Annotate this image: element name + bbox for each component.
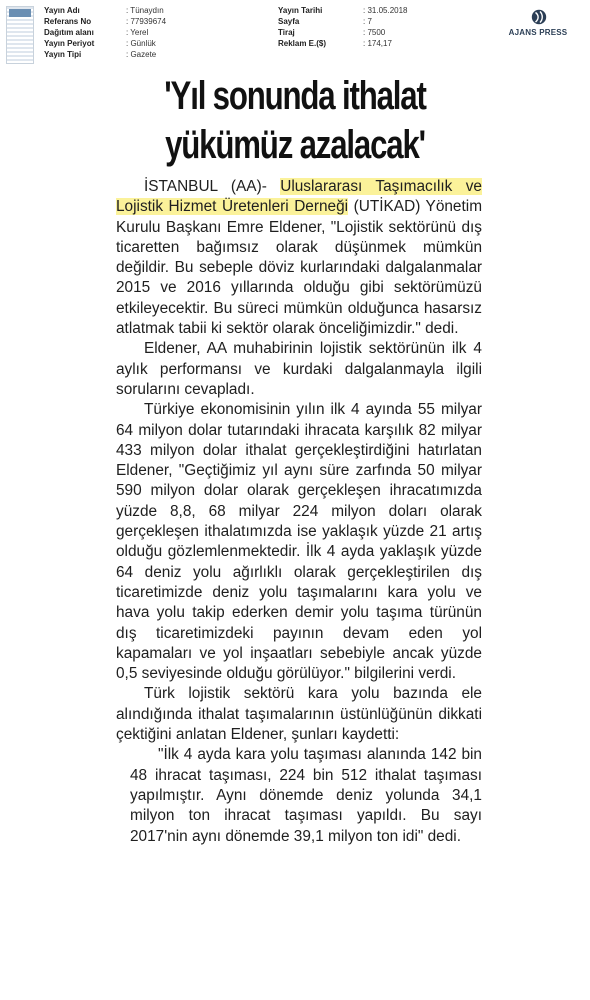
meta-value: : 77939674: [126, 17, 167, 26]
headline-line-2: yükümüz azalacak': [165, 123, 425, 167]
meta-value: : Yerel: [126, 28, 149, 37]
logo-text: AJANS PRESS: [508, 28, 568, 37]
meta-label: Yayın Tipi: [44, 50, 82, 59]
meta-label: Sayfa: [278, 17, 300, 26]
meta-label: Dağıtım alanı: [44, 28, 94, 37]
article-paragraph-5-quote: "İlk 4 ayda kara yolu taşıması alanında 142 bin 48 ihracat taşıması, 224 bin 512 ithalat taşıması yapılmıştır. Aynı dönemde deniz yolunda 34,1 milyon ton ihracat taşıması yapıldı. Bu sayı 2017'nin aynı dönemde 39,1 milyon ton idi" dedi.: [130, 746, 482, 845]
meta-value: : Tünaydın: [126, 6, 164, 15]
meta-value: : Günlük: [126, 39, 156, 48]
meta-value: : 7: [363, 17, 372, 26]
article-paragraph-2: Eldener, AA muhabirinin lojistik sektörünün ilk 4 aylık performansı ve kurdaki dalgalanmayla ilgili sorularını cevapladı.: [116, 340, 482, 398]
meta-row-distribution: [44, 28, 94, 38]
meta-label: Yayın Tarihi: [278, 6, 323, 15]
meta-label: Reklam E.($): [278, 39, 327, 48]
meta-label: Yayın Periyot: [44, 39, 95, 48]
meta-row-page: [278, 17, 299, 27]
meta-value: : 31.05.2018: [363, 6, 408, 15]
article-body: [116, 177, 482, 847]
meta-value-type: [126, 50, 156, 60]
globe-icon: [531, 8, 547, 26]
meta-row-publication: [44, 6, 80, 16]
dateline: İSTANBUL (AA)-: [144, 178, 281, 195]
meta-row-reference: [44, 17, 91, 27]
meta-value-period: [126, 39, 156, 49]
highlighted-organization: Uluslararası Taşımacılık ve Lojistik Hizmet Üretenleri Derneği: [116, 178, 482, 216]
article-paragraph-4: Türk lojistik sektörü kara yolu bazında ele alındığında ithalat taşımalarının üstünlüğünün dikkati çektiğini anlatan Eldener, şunları kaydetti:: [116, 685, 482, 744]
meta-value-distribution: [126, 28, 148, 38]
ajans-press-logo: [498, 6, 578, 42]
meta-label: Yayın Adı: [44, 6, 80, 15]
meta-row-circulation: [278, 28, 295, 38]
meta-value: : 174,17: [363, 39, 392, 48]
meta-row-type: [44, 50, 81, 60]
clipping-metadata: [6, 6, 584, 66]
meta-value-ad-value: [363, 39, 392, 49]
thumbnail-masthead: [9, 9, 31, 17]
meta-value-circulation: [363, 28, 385, 38]
meta-label: Tiraj: [278, 28, 295, 37]
meta-row-period: [44, 39, 94, 49]
headline-line-1: 'Yıl sonunda ithalat: [164, 74, 426, 118]
paragraph-text: (UTİKAD) Yönetim Kurulu Başkanı Emre Eldener, "Lojistik sektörünü dış ticaretten bağımsız olarak düşünmek mümkün değildir. Bu sebeple döviz kurlarındaki dalgalanmalar 2015 ve 2016 yıllarında olduğu gibi sektörümüzü etkileyecektir. Bu süreci mümkün olduğunca hasarsız atlatmak tabii ki sektör olarak önceliğimizdir." dedi.: [116, 198, 483, 338]
meta-value: : 7500: [363, 28, 386, 37]
meta-label: Referans No: [44, 17, 92, 26]
article-paragraph-1: [116, 177, 482, 339]
headline: [147, 72, 443, 170]
meta-value: : Gazete: [126, 50, 157, 59]
meta-value-reference: [126, 17, 166, 27]
meta-row-date: [278, 6, 322, 16]
article-paragraph-3: Türkiye ekonomisinin yılın ilk 4 ayında 55 milyar 64 milyon dolar tutarındaki ihracata karşılık 82 milyar 433 milyon dolar ithalat gerçekleştirdiğini hatırlatan Eldener, "Geçtiğimiz yıl aynı süre zarfında 50 milyar 590 milyon dolar olarak gerçekleşen ihracatımızda yüzde 8,8, 68 milyar 224 milyon doları olarak gerçekleşen ithalatımızda ise yaklaşık yüzde 21 artış olduğu gözlemlenmektedir. İlk 4 ayda yaklaşık yüzde 64 deniz yolu ağırlıklı olarak gerçekleştirilen dış ticaretimizde deniz yolu taşımalarını kara yolu ve hava yolu takip ederken demir yolu taşıma türünün dış ticaretimizdeki payının devam eden yol kapamaları ve yol inşaatları sebebiyle ancak yüzde 0,5 seviyesinde olduğu görülüyor." bilgilerini verdi.: [116, 401, 482, 683]
meta-value-publication: [126, 6, 164, 16]
newspaper-thumbnail: [6, 6, 34, 64]
meta-value-date: [363, 6, 407, 16]
meta-value-page: [363, 17, 372, 27]
meta-row-ad-value: [278, 39, 326, 49]
